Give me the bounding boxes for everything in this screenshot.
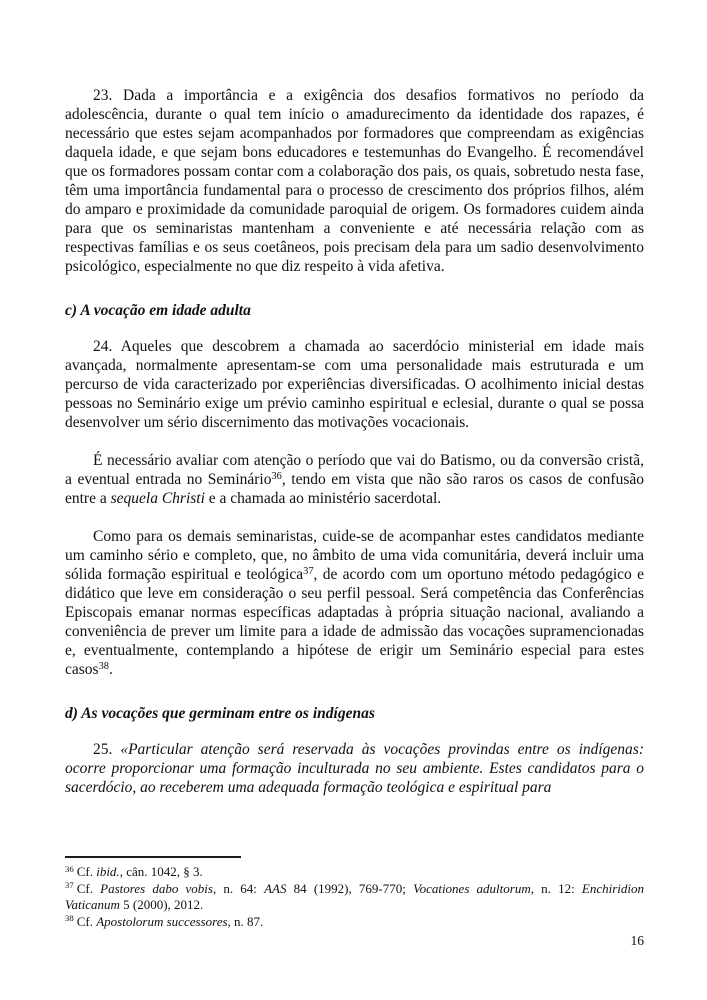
main-text-area [65, 86, 644, 797]
paragraph-25: 25. «Particular atenção será reservada às vocações provindas entre os indígenas: ocorre proporcionar uma formação inculturada no seu ambiente. Estes candidatos para o sacerdócio, ao receberem uma adequada formação teológica e espiritual para [65, 741, 645, 796]
page-number: 16 [630, 933, 644, 948]
paragraph-como-para: Como para os demais seminaristas, cuide-se de acompanhar estes candidatos mediante um caminho sério e completo, que, no âmbito de uma vida comunitária, deverá incluir uma sólida formação espiritual e teológica$^{37}$, de acordo com um oportuno método pedagógico e didático que leve em consideração o seu perfil pessoal. Será competência das Conferências Episcopais emanar normas específicas adaptadas à própria situação nacional, avaliando a conveniência de prever um limite para a idade de admissão das vocações supramencionadas e, eventualmente, contemplando a hipótese de erigir um Seminário especial para estes casos$^{38}$. [65, 528, 644, 678]
footnote-36 [65, 864, 644, 881]
footnote-number-38: 38 [65, 913, 74, 924]
paragraph-batismo: É necessário avaliar com atenção o período que vai do Batismo, ou da conversão cristã, a eventual entrada no Seminário$^{36}$, tendo em vista que não são raros os casos de confusão entre a sequela Christi e a chamada ao ministério sacerdotal. [65, 452, 644, 507]
paragraph-23: 23. Dada a importância e a exigência dos desafios formativos no período da adolescência, durante o qual tem início o amadurecimento da identidade dos rapazes, é necessário que estes sejam acompanhados por formadores que compreendam as exigências daquela idade, e que sejam bons educadores e testemunhas do Evangelho. É recomendável que os formadores possam contar com a colaboração dos pais, os quais, sobretudo nesta fase, têm uma importância fundamental para o processo de crescimento dos próprios filhos, além do amparo e proximidade da comunidade paroquial de origem. Os formadores cuidem ainda para que os seminaristas mantenham a conveniente e até necessária relação com as respectivas famílias e os seus coetâneos, pois precisam dela para um sadio desenvolvimento psicológico, especialmente no que diz respeito à vida afetiva. [65, 87, 644, 275]
footnote-38 [65, 914, 644, 931]
footnote-number-37: 37 [65, 880, 74, 891]
paragraph-24: 24. Aqueles que descobrem a chamada ao sacerdócio ministerial em idade mais avançada, normalmente apresentam-se com uma personalidade mais estruturada e um percurso de vida caracterizado por experiências diversificadas. O acolhimento inicial destas pessoas no Seminário exige um prévio caminho espiritual e eclesial, durante o qual se possa desenvolver um sério discernimento das motivações vocacionais. [65, 338, 644, 431]
footnotes-section [65, 856, 644, 930]
section-heading-c: c) A vocação em idade adulta [65, 302, 251, 319]
section-heading-d: d) As vocações que germinam entre os indígenas [65, 705, 375, 722]
footnote-separator [65, 856, 241, 858]
footnote-number-36: 36 [65, 863, 74, 874]
footnote-text-36: Cf. ibid., cân. 1042, § 3. [76, 864, 203, 879]
footnote-text-37: Cf. Pastores dabo vobis, n. 64: AAS 84 (1992), 769-770; Vocationes adultorum, n. 12: Enchiridion Vaticanum 5 (2000), 2012. [65, 880, 644, 912]
footnote-text-38: Cf. Apostolorum successores, n. 87. [76, 913, 264, 929]
footnote-37 [65, 881, 644, 914]
